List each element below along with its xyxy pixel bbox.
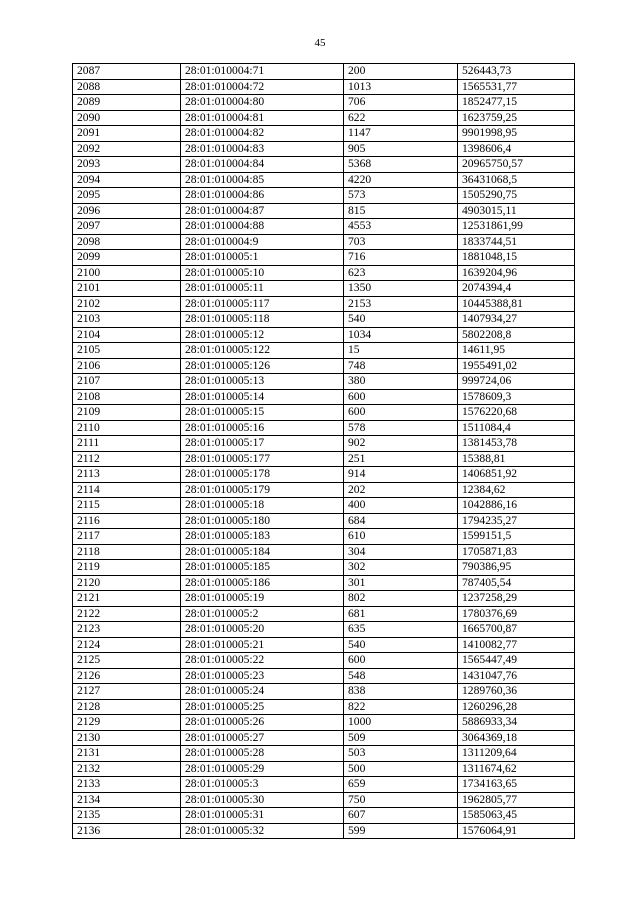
area-cell: 503 (344, 746, 458, 762)
table-row (73, 684, 575, 700)
cadastral-value-cell: 12531861,99 (458, 219, 575, 235)
cadastral-number-cell: 28:01:010005:24 (181, 684, 344, 700)
cadastral-value-cell: 1431047,76 (458, 668, 575, 684)
table-row (73, 730, 575, 746)
cadastral-number-cell: 28:01:010005:1 (181, 250, 344, 266)
area-cell: 1034 (344, 327, 458, 343)
row-number-cell: 2111 (73, 436, 181, 452)
area-cell: 1013 (344, 79, 458, 95)
table-row (73, 374, 575, 390)
area-cell: 703 (344, 234, 458, 250)
cadastral-value-cell: 1585063,45 (458, 808, 575, 824)
row-number-cell: 2088 (73, 79, 181, 95)
table-row (73, 343, 575, 359)
row-number-cell: 2125 (73, 653, 181, 669)
area-cell: 1147 (344, 126, 458, 142)
area-cell: 2153 (344, 296, 458, 312)
cadastral-number-cell: 28:01:010005:16 (181, 420, 344, 436)
cadastral-number-cell: 28:01:010005:18 (181, 498, 344, 514)
table-row (73, 265, 575, 281)
row-number-cell: 2089 (73, 95, 181, 111)
area-cell: 623 (344, 265, 458, 281)
area-cell: 1350 (344, 281, 458, 297)
row-number-cell: 2112 (73, 451, 181, 467)
cadastral-number-cell: 28:01:010005:185 (181, 560, 344, 576)
cadastral-value-cell: 2074394,4 (458, 281, 575, 297)
cadastral-value-cell: 1505290,75 (458, 188, 575, 204)
area-cell: 748 (344, 358, 458, 374)
cadastral-value-cell: 1881048,15 (458, 250, 575, 266)
cadastral-number-cell: 28:01:010004:83 (181, 141, 344, 157)
row-number-cell: 2134 (73, 792, 181, 808)
table-row (73, 281, 575, 297)
table-row (73, 64, 575, 80)
cadastral-value-cell: 1833744,51 (458, 234, 575, 250)
row-number-cell: 2128 (73, 699, 181, 715)
area-cell: 706 (344, 95, 458, 111)
table-row (73, 203, 575, 219)
table-row (73, 296, 575, 312)
row-number-cell: 2126 (73, 668, 181, 684)
table-row (73, 126, 575, 142)
area-cell: 578 (344, 420, 458, 436)
cadastral-value-cell: 1962805,77 (458, 792, 575, 808)
cadastral-number-cell: 28:01:010004:82 (181, 126, 344, 142)
row-number-cell: 2116 (73, 513, 181, 529)
row-number-cell: 2100 (73, 265, 181, 281)
table-row (73, 110, 575, 126)
cadastral-number-cell: 28:01:010005:184 (181, 544, 344, 560)
cadastral-value-cell: 790386,95 (458, 560, 575, 576)
cadastral-value-cell: 5802208,8 (458, 327, 575, 343)
cadastral-value-cell: 1289760,36 (458, 684, 575, 700)
area-cell: 914 (344, 467, 458, 483)
cadastral-number-cell: 28:01:010005:22 (181, 653, 344, 669)
row-number-cell: 2120 (73, 575, 181, 591)
row-number-cell: 2132 (73, 761, 181, 777)
table-row (73, 482, 575, 498)
cadastral-number-cell: 28:01:010005:30 (181, 792, 344, 808)
cadastral-value-cell: 5886933,34 (458, 715, 575, 731)
row-number-cell: 2133 (73, 777, 181, 793)
row-number-cell: 2122 (73, 606, 181, 622)
page-number: 45 (314, 37, 326, 49)
row-number-cell: 2129 (73, 715, 181, 731)
area-cell: 301 (344, 575, 458, 591)
table-row (73, 606, 575, 622)
table-row (73, 420, 575, 436)
cadastral-value-cell: 1576064,91 (458, 823, 575, 839)
row-number-cell: 2109 (73, 405, 181, 421)
cadastral-number-cell: 28:01:010004:72 (181, 79, 344, 95)
cadastral-value-cell: 1398606,4 (458, 141, 575, 157)
cadastral-number-cell: 28:01:010005:29 (181, 761, 344, 777)
cadastral-number-cell: 28:01:010005:178 (181, 467, 344, 483)
table-row (73, 79, 575, 95)
row-number-cell: 2087 (73, 64, 181, 80)
table-row (73, 358, 575, 374)
cadastral-value-cell: 1565447,49 (458, 653, 575, 669)
row-number-cell: 2097 (73, 219, 181, 235)
table-row (73, 823, 575, 839)
row-number-cell: 2102 (73, 296, 181, 312)
area-cell: 681 (344, 606, 458, 622)
table-row (73, 451, 575, 467)
cadastral-value-cell: 10445388,81 (458, 296, 575, 312)
area-cell: 838 (344, 684, 458, 700)
area-cell: 573 (344, 188, 458, 204)
area-cell: 610 (344, 529, 458, 545)
table-row (73, 699, 575, 715)
cadastral-number-cell: 28:01:010005:25 (181, 699, 344, 715)
table-row (73, 234, 575, 250)
row-number-cell: 2114 (73, 482, 181, 498)
row-number-cell: 2106 (73, 358, 181, 374)
cadastral-number-cell: 28:01:010005:177 (181, 451, 344, 467)
cadastral-number-cell: 28:01:010005:11 (181, 281, 344, 297)
row-number-cell: 2124 (73, 637, 181, 653)
area-cell: 251 (344, 451, 458, 467)
cadastral-number-cell: 28:01:010005:28 (181, 746, 344, 762)
cadastral-value-cell: 1578609,3 (458, 389, 575, 405)
cadastral-value-cell: 1565531,77 (458, 79, 575, 95)
area-cell: 540 (344, 637, 458, 653)
table-row (73, 389, 575, 405)
area-cell: 600 (344, 653, 458, 669)
area-cell: 200 (344, 64, 458, 80)
cadastral-value-cell: 1780376,69 (458, 606, 575, 622)
area-cell: 202 (344, 482, 458, 498)
row-number-cell: 2093 (73, 157, 181, 173)
table-row (73, 250, 575, 266)
cadastral-number-cell: 28:01:010004:88 (181, 219, 344, 235)
row-number-cell: 2103 (73, 312, 181, 328)
cadastral-value-cell: 20965750,57 (458, 157, 575, 173)
row-number-cell: 2092 (73, 141, 181, 157)
table-row (73, 544, 575, 560)
row-number-cell: 2096 (73, 203, 181, 219)
table-row (73, 560, 575, 576)
row-number-cell: 2130 (73, 730, 181, 746)
row-number-cell: 2113 (73, 467, 181, 483)
row-number-cell: 2099 (73, 250, 181, 266)
cadastral-value-cell: 1042886,16 (458, 498, 575, 514)
row-number-cell: 2117 (73, 529, 181, 545)
row-number-cell: 2104 (73, 327, 181, 343)
cadastral-number-cell: 28:01:010005:32 (181, 823, 344, 839)
cadastral-value-cell: 1852477,15 (458, 95, 575, 111)
row-number-cell: 2110 (73, 420, 181, 436)
cadastral-value-cell: 1511084,4 (458, 420, 575, 436)
table-row (73, 668, 575, 684)
table-row (73, 622, 575, 638)
area-cell: 822 (344, 699, 458, 715)
cadastral-value-cell: 14611,95 (458, 343, 575, 359)
area-cell: 15 (344, 343, 458, 359)
row-number-cell: 2095 (73, 188, 181, 204)
row-number-cell: 2118 (73, 544, 181, 560)
cadastral-number-cell: 28:01:010005:186 (181, 575, 344, 591)
cadastral-number-cell: 28:01:010005:21 (181, 637, 344, 653)
cadastral-number-cell: 28:01:010004:86 (181, 188, 344, 204)
area-cell: 905 (344, 141, 458, 157)
area-cell: 750 (344, 792, 458, 808)
area-cell: 659 (344, 777, 458, 793)
area-cell: 1000 (344, 715, 458, 731)
row-number-cell: 2090 (73, 110, 181, 126)
cadastral-value-cell: 1381453,78 (458, 436, 575, 452)
cadastral-number-cell: 28:01:010005:117 (181, 296, 344, 312)
cadastral-value-cell: 999724,06 (458, 374, 575, 390)
area-cell: 400 (344, 498, 458, 514)
table-row (73, 188, 575, 204)
cadastral-number-cell: 28:01:010005:13 (181, 374, 344, 390)
cadastral-value-cell: 3064369,18 (458, 730, 575, 746)
table-row (73, 746, 575, 762)
table-row (73, 808, 575, 824)
cadastral-value-cell: 1407934,27 (458, 312, 575, 328)
cadastral-value-cell: 1794235,27 (458, 513, 575, 529)
cadastral-value-cell: 1955491,02 (458, 358, 575, 374)
table-row (73, 792, 575, 808)
area-cell: 509 (344, 730, 458, 746)
table-row (73, 95, 575, 111)
cadastral-value-cell: 1410082,77 (458, 637, 575, 653)
cadastral-number-cell: 28:01:010005:23 (181, 668, 344, 684)
cadastral-value-cell: 1311209,64 (458, 746, 575, 762)
cadastral-value-cell: 1237258,29 (458, 591, 575, 607)
cadastral-value-cell: 1406851,92 (458, 467, 575, 483)
cadastral-value-cell: 12384,62 (458, 482, 575, 498)
cadastral-number-cell: 28:01:010005:126 (181, 358, 344, 374)
cadastral-number-cell: 28:01:010004:81 (181, 110, 344, 126)
row-number-cell: 2123 (73, 622, 181, 638)
row-number-cell: 2115 (73, 498, 181, 514)
table-row (73, 219, 575, 235)
row-number-cell: 2094 (73, 172, 181, 188)
area-cell: 380 (344, 374, 458, 390)
table-row (73, 637, 575, 653)
row-number-cell: 2091 (73, 126, 181, 142)
cadastral-number-cell: 28:01:010005:20 (181, 622, 344, 638)
table-row (73, 591, 575, 607)
cadastral-value-cell: 1576220,68 (458, 405, 575, 421)
cadastral-number-cell: 28:01:010005:118 (181, 312, 344, 328)
area-cell: 500 (344, 761, 458, 777)
table-row (73, 777, 575, 793)
cadastral-value-cell: 1705871,83 (458, 544, 575, 560)
cadastral-value-cell: 15388,81 (458, 451, 575, 467)
cadastral-number-cell: 28:01:010005:180 (181, 513, 344, 529)
area-cell: 4220 (344, 172, 458, 188)
area-cell: 802 (344, 591, 458, 607)
cadastral-value-cell: 1599151,5 (458, 529, 575, 545)
table-row (73, 513, 575, 529)
area-cell: 302 (344, 560, 458, 576)
table-row (73, 715, 575, 731)
row-number-cell: 2105 (73, 343, 181, 359)
cadastral-value-cell: 1639204,96 (458, 265, 575, 281)
area-cell: 599 (344, 823, 458, 839)
table-row (73, 312, 575, 328)
cadastral-number-cell: 28:01:010005:122 (181, 343, 344, 359)
table-row (73, 157, 575, 173)
cadastral-number-cell: 28:01:010005:179 (181, 482, 344, 498)
area-cell: 548 (344, 668, 458, 684)
cadastral-number-cell: 28:01:010005:12 (181, 327, 344, 343)
row-number-cell: 2108 (73, 389, 181, 405)
table-body (73, 64, 575, 839)
cadastral-number-cell: 28:01:010005:3 (181, 777, 344, 793)
cadastral-value-cell: 9901998,95 (458, 126, 575, 142)
area-cell: 815 (344, 203, 458, 219)
row-number-cell: 2121 (73, 591, 181, 607)
cadastral-number-cell: 28:01:010005:2 (181, 606, 344, 622)
area-cell: 684 (344, 513, 458, 529)
table-row (73, 141, 575, 157)
row-number-cell: 2119 (73, 560, 181, 576)
row-number-cell: 2135 (73, 808, 181, 824)
cadastral-number-cell: 28:01:010005:10 (181, 265, 344, 281)
table-row (73, 436, 575, 452)
row-number-cell: 2101 (73, 281, 181, 297)
cadastral-number-cell: 28:01:010005:31 (181, 808, 344, 824)
cadastral-value-cell: 4903015,11 (458, 203, 575, 219)
cadastral-number-cell: 28:01:010005:27 (181, 730, 344, 746)
area-cell: 540 (344, 312, 458, 328)
area-cell: 607 (344, 808, 458, 824)
area-cell: 304 (344, 544, 458, 560)
area-cell: 600 (344, 389, 458, 405)
cadastral-number-cell: 28:01:010004:87 (181, 203, 344, 219)
table-row (73, 327, 575, 343)
row-number-cell: 2098 (73, 234, 181, 250)
area-cell: 5368 (344, 157, 458, 173)
table-row (73, 498, 575, 514)
cadastral-number-cell: 28:01:010005:17 (181, 436, 344, 452)
cadastral-number-cell: 28:01:010005:15 (181, 405, 344, 421)
cadastral-value-cell: 1623759,25 (458, 110, 575, 126)
table-row (73, 405, 575, 421)
cadastral-number-cell: 28:01:010005:14 (181, 389, 344, 405)
area-cell: 902 (344, 436, 458, 452)
table-row (73, 761, 575, 777)
cadastral-value-cell: 1260296,28 (458, 699, 575, 715)
row-number-cell: 2107 (73, 374, 181, 390)
area-cell: 622 (344, 110, 458, 126)
cadastral-value-cell: 1734163,65 (458, 777, 575, 793)
cadastral-number-cell: 28:01:010004:84 (181, 157, 344, 173)
cadastral-value-cell: 1665700,87 (458, 622, 575, 638)
area-cell: 635 (344, 622, 458, 638)
cadastral-value-cell: 36431068,5 (458, 172, 575, 188)
area-cell: 716 (344, 250, 458, 266)
table-row (73, 467, 575, 483)
table-row (73, 575, 575, 591)
table-row (73, 653, 575, 669)
parcel-table (72, 63, 575, 839)
cadastral-number-cell: 28:01:010005:26 (181, 715, 344, 731)
cadastral-number-cell: 28:01:010004:71 (181, 64, 344, 80)
cadastral-number-cell: 28:01:010004:9 (181, 234, 344, 250)
cadastral-number-cell: 28:01:010005:183 (181, 529, 344, 545)
cadastral-value-cell: 526443,73 (458, 64, 575, 80)
row-number-cell: 2127 (73, 684, 181, 700)
cadastral-number-cell: 28:01:010005:19 (181, 591, 344, 607)
area-cell: 4553 (344, 219, 458, 235)
row-number-cell: 2136 (73, 823, 181, 839)
cadastral-value-cell: 787405,54 (458, 575, 575, 591)
cadastral-number-cell: 28:01:010004:85 (181, 172, 344, 188)
cadastral-value-cell: 1311674,62 (458, 761, 575, 777)
table-row (73, 172, 575, 188)
cadastral-number-cell: 28:01:010004:80 (181, 95, 344, 111)
row-number-cell: 2131 (73, 746, 181, 762)
table-row (73, 529, 575, 545)
area-cell: 600 (344, 405, 458, 421)
